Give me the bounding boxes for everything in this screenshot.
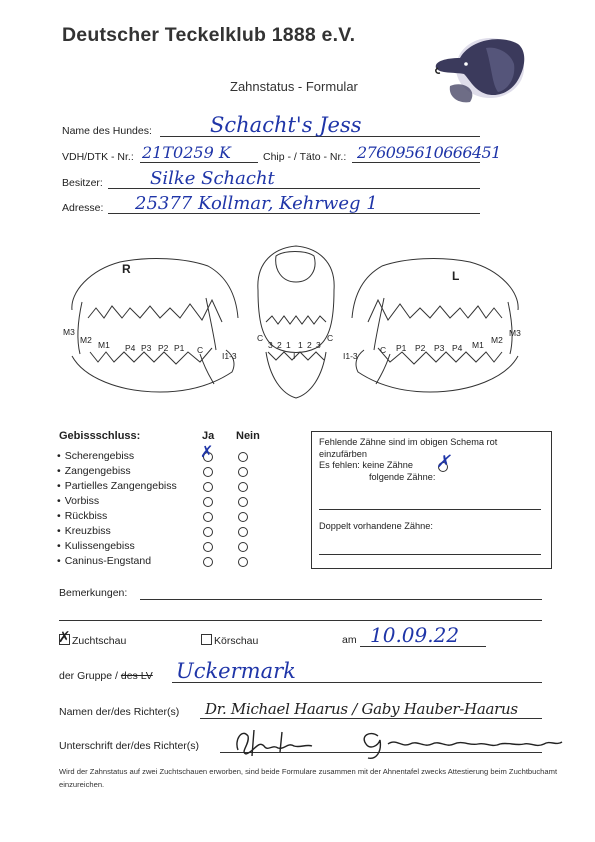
group-value[interactable]: Uckermark [176,659,296,683]
bite-yes-radio[interactable] [203,497,213,507]
chip-line [352,162,480,163]
bite-yes-radio[interactable] [203,542,213,552]
group-label-struck: des LV [120,670,153,682]
bite-option-label: Rückbiss [64,510,108,522]
right-lower-jaw [72,350,234,392]
missing-instruction: Fehlende Zähne sind im obigen Schema rot einzufärben [319,437,498,459]
bite-yes-radio[interactable] [203,482,213,492]
left-tooth-label: P4 [452,343,463,353]
missing-none-label: Es fehlen: keine Zähne [319,460,413,470]
bullet-icon: • [57,495,61,507]
remarks-label: Bemerkungen: [59,587,128,599]
bite-option-label: Kulissengebiss [64,540,135,552]
chip-label: Chip - / Täto - Nr.: [263,151,347,163]
right-tooth-label: M3 [63,327,75,337]
judge-signatures [230,722,580,762]
judges-line [200,718,542,719]
zuchtschau-label: Zuchtschau [72,635,127,647]
right-side-marker: R [122,262,131,276]
left-tooth-label: P2 [415,343,426,353]
following-label: folgende Zähne: [369,472,436,482]
bullet-icon: • [57,450,61,462]
right-tooth-label: C [197,345,204,355]
zuchtschau-option[interactable] [58,629,127,647]
judges-label: Namen der/des Richter(s) [59,706,180,718]
right-tooth-label: P1 [174,343,185,353]
double-label: Doppelt vorhandene Zähne: [319,521,433,531]
front-tooth-label: 1 [298,340,303,350]
missing-teeth-box [311,431,552,569]
right-tooth-label: P2 [158,343,169,353]
bullet-icon: • [57,525,61,537]
bullet-icon: • [57,540,61,552]
bite-yes-radio[interactable] [203,527,213,537]
date-value[interactable]: 10.09.22 [370,623,460,647]
bullet-icon: • [57,555,61,567]
bite-no-radio[interactable] [238,482,248,492]
owner-label: Besitzer: [62,177,103,189]
bite-option-label: Kreuzbiss [64,525,111,537]
following-line [319,509,541,510]
left-tooth-label: M1 [472,340,484,350]
bite-no-radio[interactable] [238,557,248,567]
bite-options-list [57,444,257,569]
name-label: Name des Hundes: [62,125,152,137]
left-tooth-label: M2 [491,335,503,345]
koerschau-option[interactable] [201,634,258,647]
bite-option-label: Scherengebiss [64,450,135,462]
vdh-line [140,162,258,163]
signature-label: Unterschrift der/des Richter(s) [59,740,200,752]
right-tooth-label: M1 [98,340,110,350]
double-line [319,554,541,555]
bite-option-row [57,479,257,494]
bite-no-radio[interactable] [238,497,248,507]
left-tooth-label: P3 [434,343,445,353]
bite-option-row [57,539,257,554]
bite-yes-radio[interactable] [203,467,213,477]
front-tooth-label: 2 [277,340,282,350]
remarks-line-1[interactable] [140,599,542,600]
right-tooth-label: P3 [141,343,152,353]
bite-option-row [57,554,257,569]
front-tooth-label: 2 [307,340,312,350]
front-incisor-label: I [293,351,296,361]
bite-yes-radio[interactable] [203,512,213,522]
front-tooth-label: C [257,333,264,343]
missing-none-mark: ✗ [436,452,451,472]
left-tooth-label: C [380,345,387,355]
right-tooth-label: I1-3 [222,351,237,361]
address-label: Adresse: [62,202,104,214]
front-tooth-label: C [327,333,334,343]
bite-option-label: Partielles Zangengebiss [64,480,177,492]
bite-option-row [57,464,257,479]
form-title: Zahnstatus - Formular [230,79,358,94]
group-label-prefix: der Gruppe / [59,670,121,682]
bite-option-label: Zangengebiss [64,465,131,477]
bite-no-radio[interactable] [238,527,248,537]
right-tooth-label: M2 [80,335,92,345]
bite-option-row [57,444,257,464]
left-tooth-label: I1-3 [343,351,358,361]
teeth-diagram [0,240,595,410]
koerschau-label: Körschau [214,635,259,647]
name-value[interactable]: Schacht's Jess [210,113,362,137]
bite-yes-header: Ja [202,430,215,442]
bite-option-row [57,494,257,509]
remarks-line-2[interactable] [59,620,542,621]
left-tooth-label: P1 [396,343,407,353]
bullet-icon: • [57,480,61,492]
bite-option-row [57,524,257,539]
club-name: Deutscher Teckelklub 1888 e.V. [62,24,356,46]
front-skull [258,246,334,353]
zuchtschau-checkbox[interactable]: ✗ [58,629,71,646]
bite-no-radio[interactable] [238,512,248,522]
owner-value[interactable]: Silke Schacht [150,168,275,189]
left-lower-jaw [356,350,518,392]
right-tooth-label: P4 [125,343,136,353]
left-side-marker: L [452,269,460,283]
bite-no-header: Nein [236,430,260,442]
chip-value[interactable]: 276095610666451 [357,143,501,162]
bite-yes-mark: ✗ [200,444,214,461]
dachshund-logo [430,28,530,110]
group-label [59,670,153,682]
front-tooth-label: 1 [286,340,291,350]
footer-note: Wird der Zahnstatus auf zwei Zuchtschauen erworben, sind beide Formulare zusammen mit der Ahnentafel zwecks Attestierung beim Zuchtbuchamt einzureichen. [59,767,558,789]
address-value[interactable]: 25377 Kollmar, Kehrweg 1 [135,193,378,214]
vdh-label: VDH/DTK - Nr.: [62,151,134,163]
bite-no-radio[interactable] [238,467,248,477]
bullet-icon: • [57,510,61,522]
bite-heading: Gebissschluss: [59,430,141,442]
front-tooth-label: 3 [316,340,321,350]
vdh-value[interactable]: 21T0259 K [142,143,231,162]
bite-option-row [57,509,257,524]
bullet-icon: • [57,465,61,477]
koerschau-checkbox[interactable] [201,634,212,645]
left-tooth-label: M3 [509,328,521,338]
date-label: am [342,634,357,646]
bite-yes-radio[interactable] [203,557,213,567]
judges-value[interactable]: Dr. Michael Haarus / Gaby Hauber-Haarus [205,700,518,718]
bite-option-label: Vorbiss [64,495,100,507]
bite-option-label: Caninus-Engstand [64,555,152,567]
bite-no-radio[interactable] [238,542,248,552]
bite-no-radio[interactable] [238,452,248,462]
front-tooth-label: 3 [268,340,273,350]
